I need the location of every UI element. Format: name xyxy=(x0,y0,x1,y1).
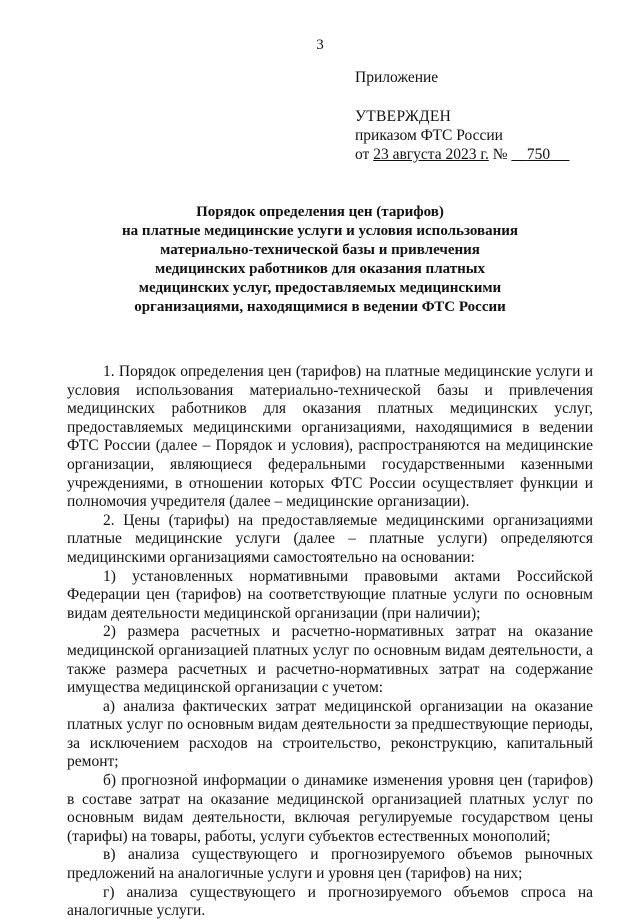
paragraph-2-subitem-b: б) прогнозной информации о динамике изменения уровня цен (тарифов) в составе затрат на оказание медицинской организацией платных услуг по основным видам деятельности, включая регулируемые государством цены (тарифы) на товары, работы, услуги субъектов естественных монополий; xyxy=(67,772,593,845)
order-label: приказом ФТС России xyxy=(355,127,503,144)
number-sign: № xyxy=(492,146,508,163)
order-number: 750 xyxy=(526,146,551,163)
page-number: 3 xyxy=(316,37,324,53)
document-title xyxy=(60,203,580,317)
paragraph-1: 1. Порядок определения цен (тарифов) на платные медицинские услуги и условия использования материально-технической базы и привлечения медицинских работников для оказания платных медицинских услуг, предоставляемых медицинскими организациями, находящимися в ведении ФТС России (далее – Порядок и условия), распространяются на медицинские организации, являющиеся федеральными государственными казенными учреждениями, в отношении которых ФТС России осуществляет функции и полномочия учредителя (далее – медицинские организации). xyxy=(67,363,593,511)
document-body xyxy=(67,363,593,921)
paragraph-2-subitem-g: г) анализа существующего и прогнозируемого объемов спроса на аналогичные услуги. xyxy=(67,883,593,920)
approval-stamp xyxy=(355,68,570,164)
title-line: медицинских услуг, предоставляемых медицинскими xyxy=(138,280,502,296)
order-date-line xyxy=(355,145,570,164)
paragraph-2-item-2: 2) размера расчетных и расчетно-нормативных затрат на оказание медицинской организацией платных услуг по основным видам деятельности, а также размера расчетных и расчетно-нормативных затрат на содержание имущества медицинской организации с учетом: xyxy=(67,623,593,697)
title-line: Порядок определения цен (тарифов) xyxy=(196,204,444,220)
approved-label: УТВЕРЖДЕН xyxy=(355,108,452,125)
order-date: 23 августа 2023 г. xyxy=(373,146,489,163)
paragraph-2-item-1: 1) установленных нормативными правовыми актами Российской Федерации цен (тарифов) на соответствующие платные услуги по основным видам деятельности медицинской организации (при наличии); xyxy=(67,567,593,622)
title-line: на платные медицинские услуги и условия использования xyxy=(121,223,519,239)
title-line: организациями, находящимися в ведении ФТС России xyxy=(134,299,506,315)
title-line: материально-технической базы и привлечения xyxy=(160,242,480,258)
paragraph-2-subitem-v: в) анализа существующего и прогнозируемого объемов рыночных предложений на аналогичные услуги и уровня цен (тарифов) на них; xyxy=(67,846,593,883)
paragraph-2: 2. Цены (тарифы) на предоставляемые медицинскими организациями платные медицинские услуги (далее – платные услуги) определяются медицинскими организациями самостоятельно на основании: xyxy=(67,511,593,566)
date-prefix: от xyxy=(355,146,370,163)
paragraph-2-subitem-a: а) анализа фактических затрат медицинской организации на оказание платных услуг по основным видам деятельности за предшествующие периоды, за исключением расходов на строительство, реконструкцию, капитальный ремонт; xyxy=(67,697,593,771)
appendix-label: Приложение xyxy=(355,69,439,86)
title-line: медицинских работников для оказания платных xyxy=(155,261,485,277)
